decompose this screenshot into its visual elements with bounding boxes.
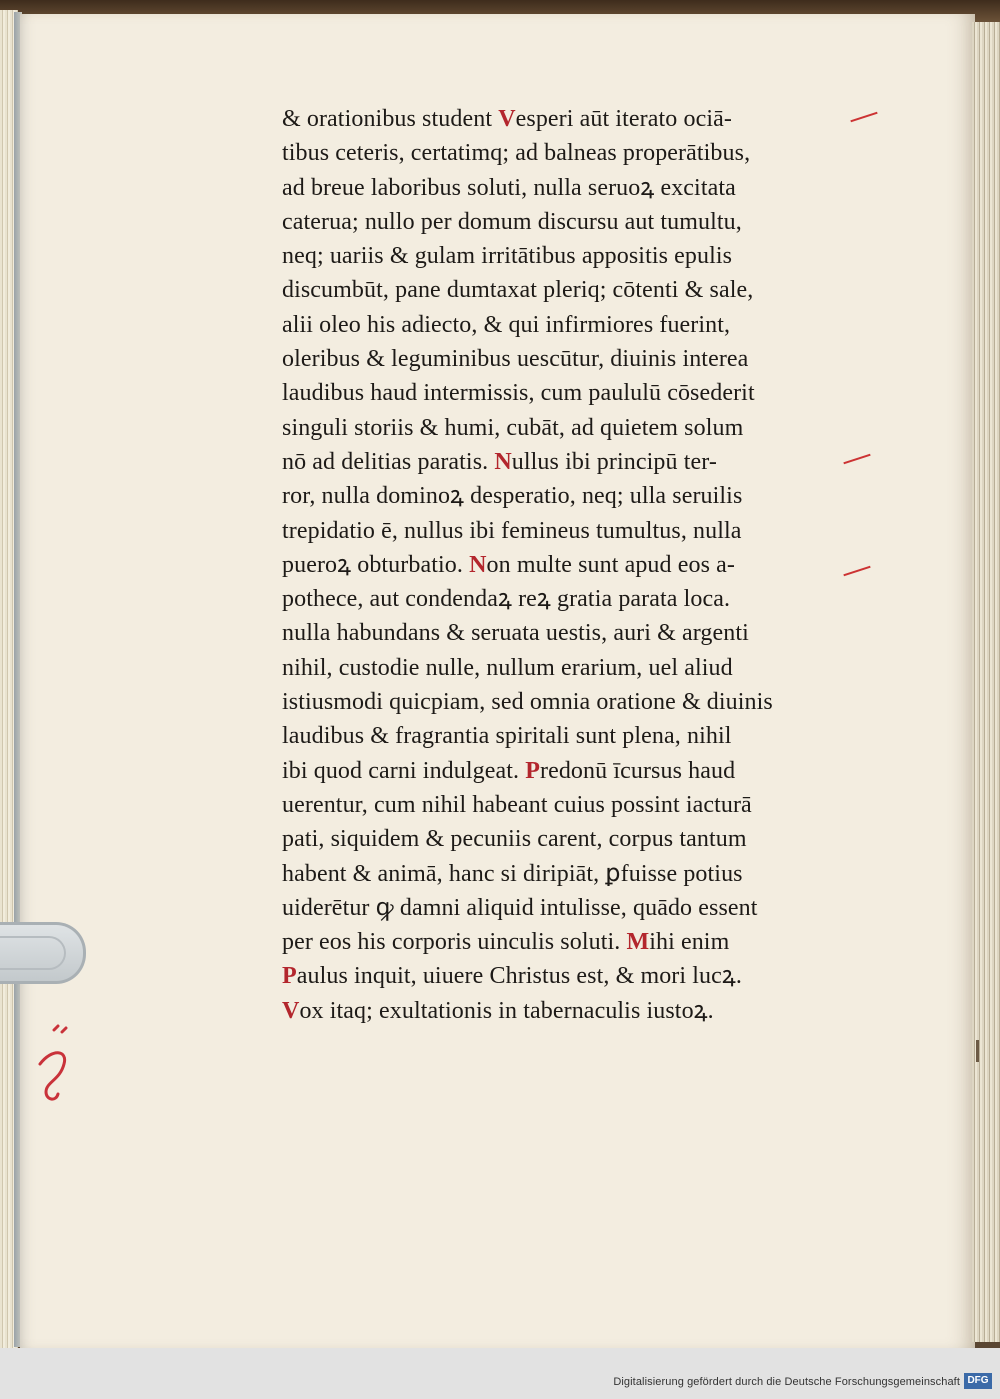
text-block bbox=[282, 102, 862, 1028]
text-line: singuli storiis & humi, cubāt, ad quietem solum bbox=[282, 414, 744, 441]
text-line: neq; uariis & gulam irritātibus appositis epulis bbox=[282, 243, 733, 270]
text-line: oleribus & leguminibus uescūtur, diuinis interea bbox=[282, 346, 749, 373]
text-line: nulla habundans & seruata uestis, auri & argenti bbox=[282, 620, 749, 647]
footer-bar bbox=[0, 1348, 1000, 1399]
text-line: trepidatio ē, nullus ibi femineus tumultus, nulla bbox=[282, 517, 742, 544]
text-line: uerentur, cum nihil habeant cuius possint iacturā bbox=[282, 791, 752, 818]
footer-credit: Digitalisierung gefördert durch die Deutsche Forschungsgemeinschaft bbox=[613, 1376, 960, 1388]
text-line: ad breue laboribus soluti, nulla seruoꝝ excitata bbox=[282, 174, 736, 201]
rubricated-sentence: Predonū īcursus haud bbox=[525, 757, 736, 784]
rubric-capital: V bbox=[498, 106, 516, 132]
text-line: discumbūt, pane dumtaxat pleriq; cōtenti & sale, bbox=[282, 277, 754, 304]
page-clip-inner bbox=[0, 936, 66, 970]
text-line: nō ad delitias paratis. Nullus ibi principū ter- bbox=[282, 448, 717, 475]
text-line: ror, nulla dominoꝝ desperatio, neq; ulla seruilis bbox=[282, 483, 743, 510]
rubric-capital: M bbox=[626, 929, 650, 956]
rubricated-sentence: Nullus ibi principū ter- bbox=[494, 448, 717, 475]
text-line: nihil, custodie nulle, nullum erarium, uel aliud bbox=[282, 654, 733, 681]
marginal-annotation-mark bbox=[32, 1024, 72, 1104]
page-edge-mark bbox=[976, 1040, 979, 1062]
text-line: ibi quod carni indulgeat. Predonū īcursus haud bbox=[282, 757, 736, 784]
text-line: caterua; nullo per domum discursu aut tumultu, bbox=[282, 208, 742, 235]
text-line: uiderētur ꝙ damni aliquid intulisse, quādo essent bbox=[282, 894, 758, 921]
text-line: pueroꝝ obturbatio. Non multe sunt apud eos a- bbox=[282, 551, 735, 578]
text-line: Vox itaq; exultationis in tabernaculis iustoꝝ. bbox=[282, 997, 714, 1024]
rubricated-sentence: Non multe sunt apud eos a- bbox=[469, 551, 735, 578]
right-page-stack bbox=[972, 22, 1000, 1342]
rubricated-sentence: Mihi enim bbox=[626, 929, 730, 956]
rubricated-initial: Vesperi aūt iterato ociā- bbox=[498, 106, 732, 132]
rubric-capital: N bbox=[494, 448, 512, 475]
text-line: alii oleo his adiecto, & qui infirmiores fuerint, bbox=[282, 311, 731, 338]
rubric-capital: P bbox=[525, 757, 540, 784]
text-line: per eos his corporis uinculis soluti. Mihi enim bbox=[282, 929, 730, 956]
text-line: habent & animā, hanc si diripiāt, ꝑfuisse potius bbox=[282, 860, 743, 887]
rubric-capital: N bbox=[469, 551, 487, 578]
text-line: Paulus inquit, uiuere Christus est, & mori lucꝝ. bbox=[282, 963, 742, 990]
text-line: tibus ceteris, certatimq; ad balneas properātibus, bbox=[282, 140, 751, 167]
dfg-logo: DFG bbox=[964, 1373, 992, 1389]
text-line: & orationibus student Vesperi aūt iterato ociā- bbox=[282, 106, 732, 132]
text-line: pati, siquidem & pecuniis carent, corpus tantum bbox=[282, 826, 747, 853]
text-line: pothece, aut condendaꝝ reꝝ gratia parata loca. bbox=[282, 586, 731, 613]
rubric-capital: V bbox=[282, 997, 300, 1024]
text-line: laudibus haud intermissis, cum paululū cōsederit bbox=[282, 380, 755, 407]
rubric-capital: P bbox=[282, 963, 297, 990]
text-line: laudibus & fragrantia spiritali sunt plena, nihil bbox=[282, 723, 732, 750]
text-line: istiusmodi quicpiam, sed omnia oratione & diuinis bbox=[282, 689, 773, 716]
